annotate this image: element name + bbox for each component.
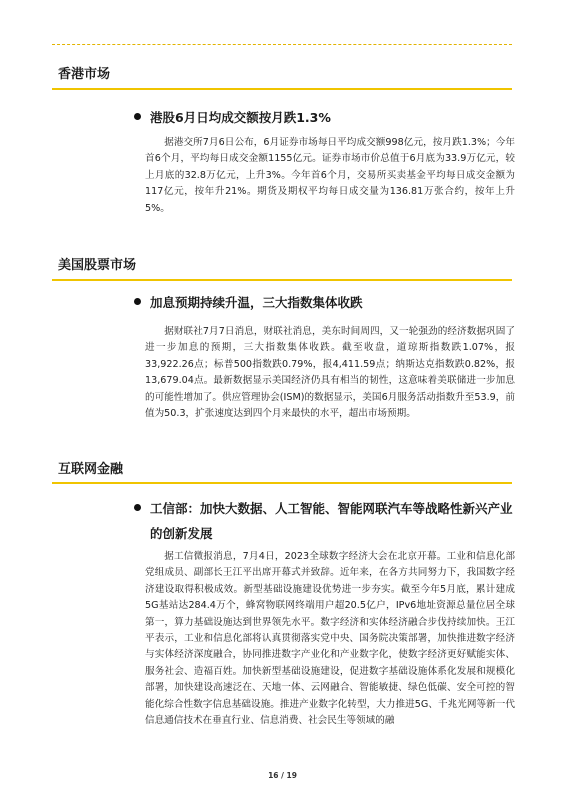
- headline-us-text: 加息预期持续升温，三大指数集体收跌: [150, 295, 363, 310]
- page-number: 16 / 19: [268, 771, 297, 780]
- section-divider-hk: [52, 88, 512, 90]
- header-divider: [52, 44, 512, 45]
- headline-fintech: [150, 496, 520, 546]
- bullet-icon: [134, 504, 141, 511]
- bullet-icon: [134, 298, 141, 305]
- section-divider-us: [52, 279, 512, 281]
- bullet-icon: [134, 113, 141, 120]
- headline-us: [150, 290, 520, 315]
- headline-fintech-text: 工信部：加快大数据、人工智能、智能网联汽车等战略性新兴产业的创新发展: [150, 501, 513, 541]
- section-title-fintech: 互联网金融: [58, 462, 124, 477]
- section-title-us: 美国股票市场: [58, 258, 137, 273]
- paragraph-us: 据财联社7月7日消息，财联社消息，美东时间周四，又一轮强劲的经济数据巩固了进一步加息的预期，三大指数集体收跌。截至收盘，道琼斯指数跌1.07%，报33,922.26点；标普500指数跌0.79%，报4,411.59点；纳斯达克指数跌0.82%，报13,679.04点。最新数据显示美国经济仍具有相当的韧性，这意味着美联储进一步加息的可能性增加了。供应管理协会(ISM)的数据显示，美国6月服务活动指数升至53.9，前值为50.3，扩张速度达到四个月来最快的水平，超出市场预期。: [145, 326, 515, 420]
- paragraph-fintech: 据工信微报消息，7月4日，2023全球数字经济大会在北京开幕。工业和信息化部党组成员、副部长王江平出席开幕式并致辞。近年来，在各方共同努力下，我国数字经济建设取得积极成效。新型基础设施建设优势进一步夯实。截至今年5月底，累计建成5G基站达284.4万个，蜂窝物联网终端用户超20.5亿户，IPv6地址资源总量位居全球第一，算力基础设施达到世界领先水平。数字经济和实体经济融合步伐持续加快。王江平表示，工业和信息化部将认真贯彻落实党中央、国务院决策部署，加快推进数字经济与实体经济深度融合，协同推进数字产业化和产业数字化，使数字经济更好赋能实体、服务社会、造福百姓。加快新型基础设施建设，促进数字基础设施体系化发展和规模化部署，加快建设高速泛在、天地一体、云网融合、智能敏捷、绿色低碳、安全可控的智能化综合性数字信息基础设施。推进产业数字化转型，大力推进5G、千兆光网等新一代信息通信技术在垂直行业、信息消费、社会民生等领域的融: [145, 551, 515, 727]
- section-title-hk: 香港市场: [58, 67, 111, 82]
- headline-hk-text: 港股6月日均成交额按月跌1.3%: [150, 110, 331, 125]
- headline-hk: [150, 105, 520, 130]
- paragraph-hk: 据港交所7月6日公布，6月证券市场每日平均成交额998亿元，按月跌1.3%；今年首6个月，平均每日成交金额1155亿元。证券市场市价总值于6月底为33.9万亿元，较上月底的32.8万亿元，上升3%。今年首6个月，交易所买卖基金平均每日成交金额为117亿元，按年升21%。期货及期权平均每日成交量为136.81万张合约，按年上升5%。: [145, 137, 515, 214]
- section-divider-fintech: [52, 482, 512, 484]
